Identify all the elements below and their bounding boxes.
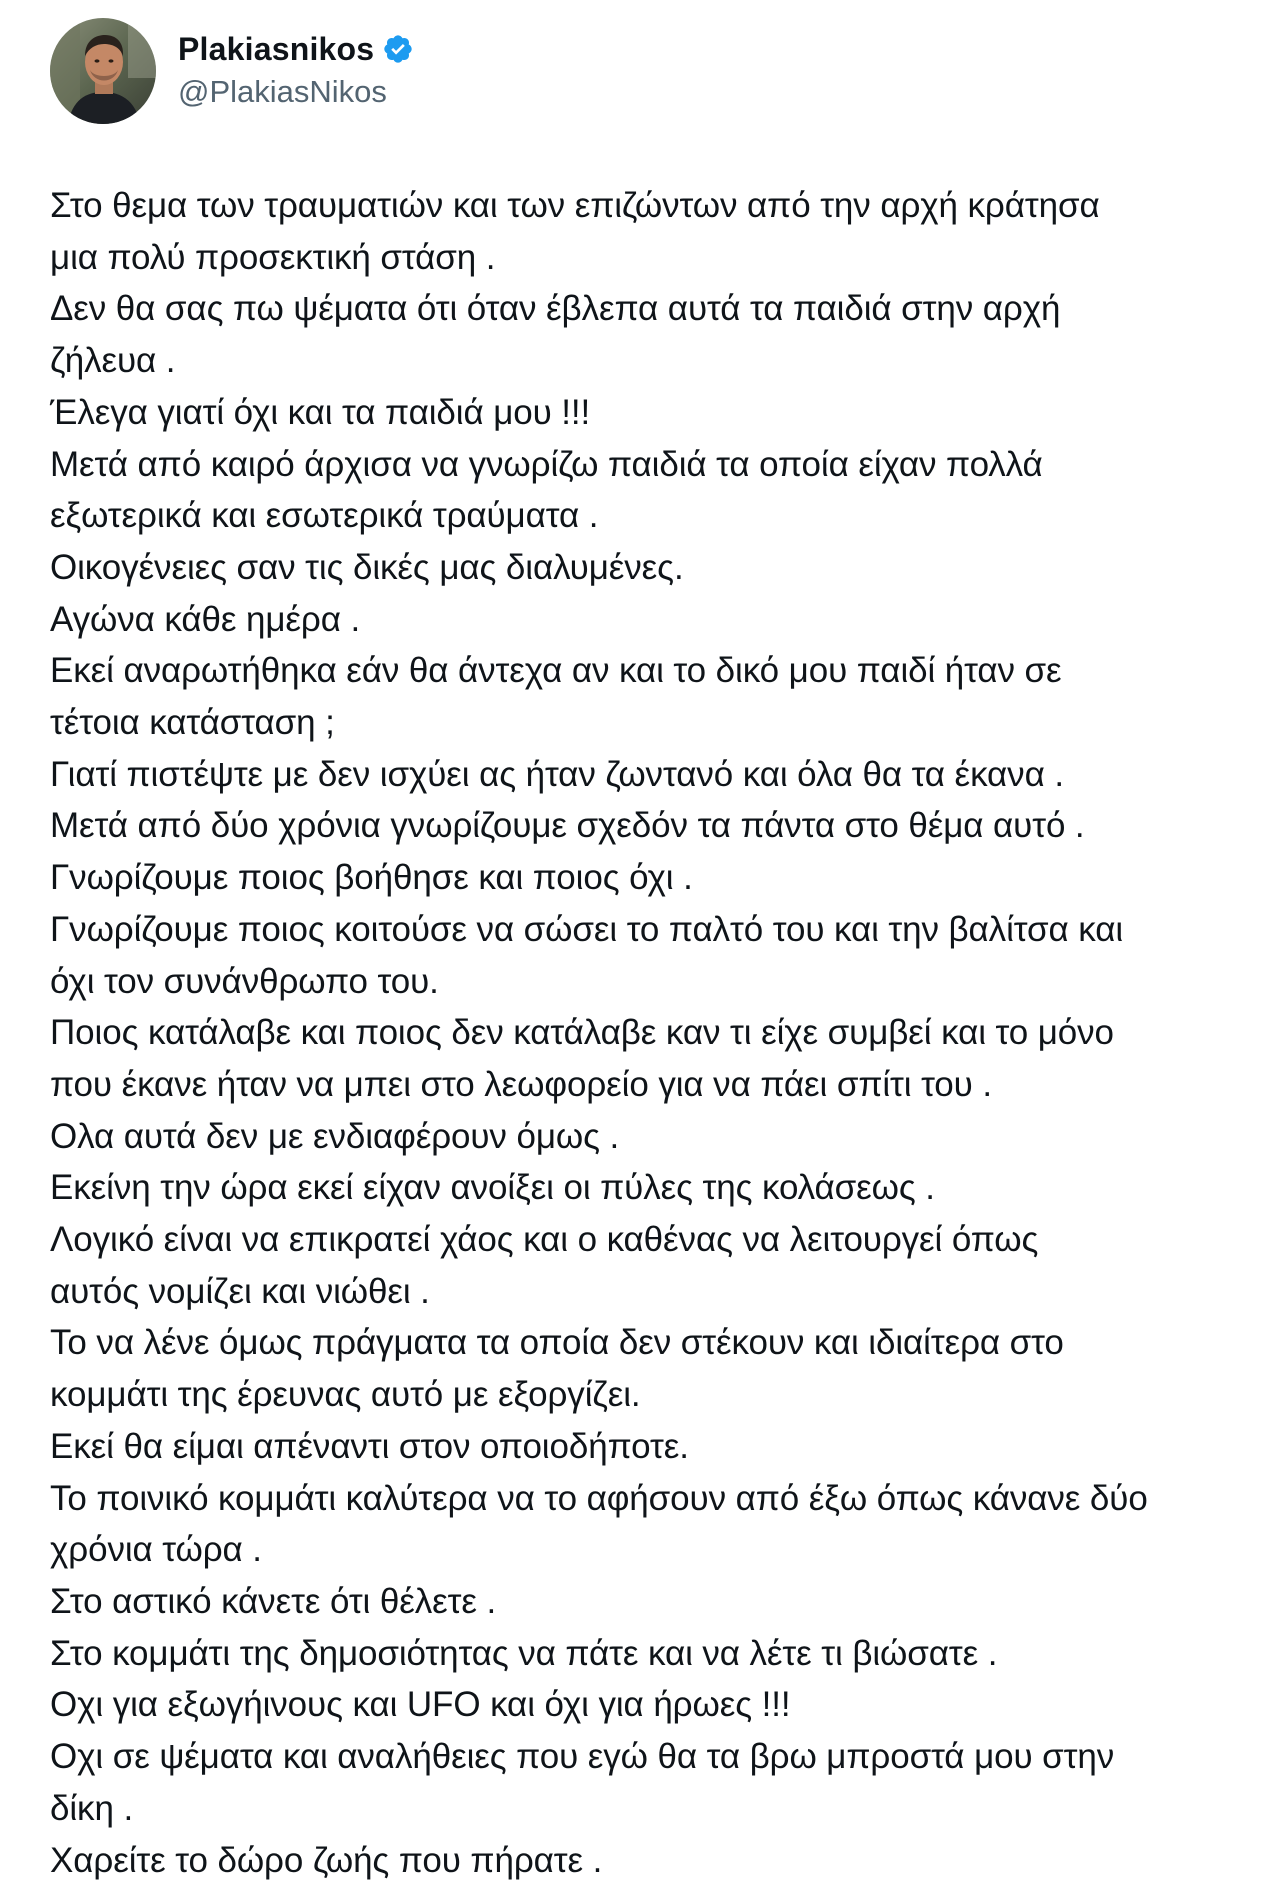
tweet-line: Εκείνη την ώρα εκεί είχαν ανοίξει οι πύλες της κολάσεως . — [50, 1162, 1260, 1214]
avatar-photo — [50, 18, 156, 124]
tweet-line: Μετά από δύο χρόνια γνωρίζουμε σχεδόν τα πάντα στο θέμα αυτό . — [50, 800, 1260, 852]
tweet-line: που έκανε ήταν να μπει στο λεωφορείο για να πάει σπίτι του . — [50, 1059, 1260, 1111]
tweet-line: μια πολύ προσεκτική στάση . — [50, 232, 1260, 284]
tweet-line: Στο κομμάτι της δημοσιότητας να πάτε και να λέτε τι βιώσατε . — [50, 1628, 1260, 1680]
tweet-line: Εκεί αναρωτήθηκα εάν θα άντεχα αν και το δικό μου παιδί ήταν σε — [50, 645, 1260, 697]
tweet-line: ζήλευα . — [50, 335, 1260, 387]
tweet-line: Στο αστικό κάνετε ότι θέλετε . — [50, 1576, 1260, 1628]
verified-badge-icon — [382, 33, 414, 65]
tweet-line: Μετά από καιρό άρχισα να γνωρίζω παιδιά τα οποία είχαν πολλά — [50, 439, 1260, 491]
tweet-line: Το ποινικό κομμάτι καλύτερα να το αφήσουν από έξω όπως κάνανε δύο — [50, 1473, 1260, 1525]
tweet-line: αυτός νομίζει και νιώθει . — [50, 1266, 1260, 1318]
tweet-line: κομμάτι της έρευνας αυτό με εξοργίζει. — [50, 1369, 1260, 1421]
tweet-line: δίκη . — [50, 1783, 1260, 1835]
tweet-line: όχι τον συνάνθρωπο του. — [50, 956, 1260, 1008]
tweet-line: Δεν θα σας πω ψέματα ότι όταν έβλεπα αυτά τα παιδιά στην αρχή — [50, 283, 1260, 335]
tweet-line: Εκεί θα είμαι απέναντι στον οποιοδήποτε. — [50, 1421, 1260, 1473]
tweet-line: Λογικό είναι να επικρατεί χάος και ο καθένας να λειτουργεί όπως — [50, 1214, 1260, 1266]
tweet-line: Οικογένειες σαν τις δικές μας διαλυμένες. — [50, 542, 1260, 594]
tweet-line: εξωτερικά και εσωτερικά τραύματα . — [50, 490, 1260, 542]
display-name-row — [178, 29, 414, 69]
tweet-line: Αγώνα κάθε ημέρα . — [50, 594, 1260, 646]
display-name[interactable]: Plakiasnikos — [178, 29, 374, 69]
tweet-line: χρόνια τώρα . — [50, 1524, 1260, 1576]
tweet-line: Έλεγα γιατί όχι και τα παιδιά μου !!! — [50, 387, 1260, 439]
tweet-line: τέτοια κατάσταση ; — [50, 697, 1260, 749]
tweet-line: Το να λένε όμως πράγματα τα οποία δεν στέκουν και ιδιαίτερα στο — [50, 1317, 1260, 1369]
tweet-line: Ολα αυτά δεν με ενδιαφέρουν όμως . — [50, 1111, 1260, 1163]
tweet-line: Γιατί πιστέψτε με δεν ισχύει ας ήταν ζωντανό και όλα θα τα έκανα . — [50, 749, 1260, 801]
tweet-line: Οχι σε ψέματα και αναλήθειες που εγώ θα τα βρω μπροστά μου στην — [50, 1731, 1260, 1783]
tweet-line: Στο θεμα των τραυματιών και των επιζώντων από την αρχή κράτησα — [50, 180, 1260, 232]
tweet-header — [50, 18, 414, 124]
tweet-line: Γνωρίζουμε ποιος βοήθησε και ποιος όχι . — [50, 852, 1260, 904]
tweet-text — [50, 180, 1260, 1886]
tweet-line: Χαρείτε το δώρο ζωής που πήρατε . — [50, 1835, 1260, 1886]
tweet-line: Γνωρίζουμε ποιος κοιτούσε να σώσει το παλτό του και την βαλίτσα και — [50, 904, 1260, 956]
author-names — [178, 29, 414, 113]
tweet-line: Οχι για εξωγήινους και UFO και όχι για ήρωες !!! — [50, 1679, 1260, 1731]
avatar[interactable] — [50, 18, 156, 124]
tweet-line: Ποιος κατάλαβε και ποιος δεν κατάλαβε καν τι είχε συμβεί και το μόνο — [50, 1007, 1260, 1059]
user-handle[interactable]: @PlakiasNikos — [178, 71, 414, 113]
